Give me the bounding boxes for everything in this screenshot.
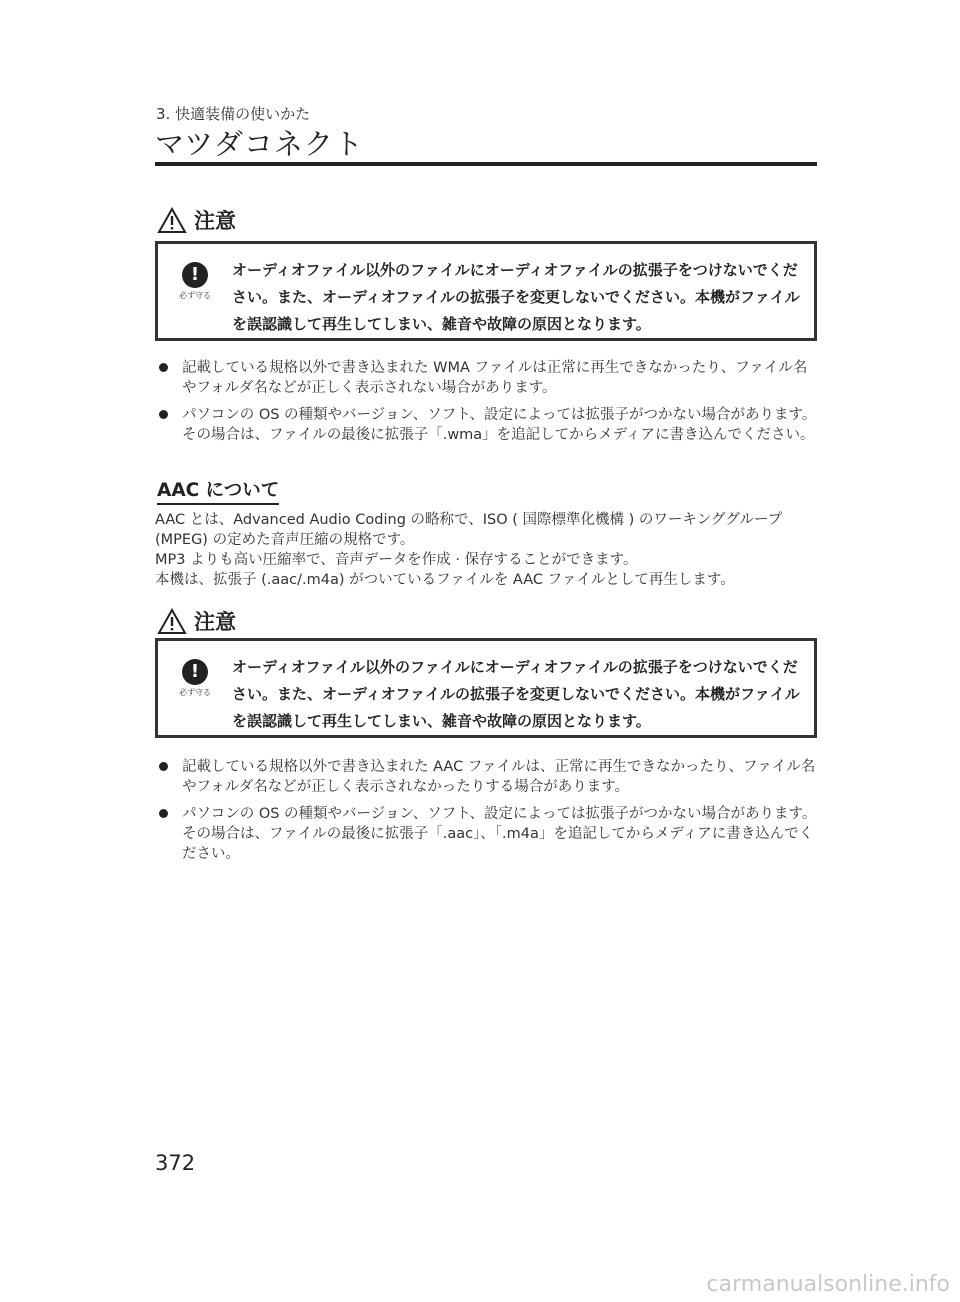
- caution-label: 注意: [194, 610, 236, 634]
- page-title: マツダコネクト: [155, 127, 364, 161]
- bullet-icon: [159, 363, 168, 372]
- caution-heading: [157, 205, 236, 235]
- bullet-icon: [159, 762, 168, 771]
- wma-notes: [157, 358, 817, 452]
- caution-heading: [157, 606, 236, 636]
- list-item: 記載している規格以外で書き込まれた AAC ファイルは、正常に再生できなかったり、ファイル名やフォルダ名などが正しく表示されなかったりする場合があります。: [157, 757, 817, 797]
- paragraph-line: MP3 よりも高い圧縮率で、音声データを作成 · 保存することができます。: [155, 552, 638, 568]
- caution-text: オーディオファイル以外のファイルにオーディオファイルの拡張子をつけないでください。また、オーディオファイルの拡張子を変更しないでください。本機がファイルを誤認識して再生してしまい、雑音や故障の原因となります。: [232, 261, 800, 333]
- paragraph-line: AAC とは、Advanced Audio Coding の略称で、ISO ( 国際標準化機構 ) のワーキンググループ (MPEG) の定めた音声圧縮の規格です。: [155, 512, 783, 548]
- title-divider: [155, 162, 817, 166]
- caution-label: 注意: [194, 209, 236, 233]
- must-follow-icon: ! 必ず守る: [175, 262, 215, 301]
- list-item: 記載している規格以外で書き込まれた WMA ファイルは正常に再生できなかったり、ファイル名やフォルダ名などが正しく表示されない場合があります。: [157, 358, 817, 398]
- bullet-icon: [159, 410, 168, 419]
- caution-box: [155, 241, 817, 341]
- caution-text: オーディオファイル以外のファイルにオーディオファイルの拡張子をつけないでください。また、オーディオファイルの拡張子を変更しないでください。本機がファイルを誤認識して再生してしまい、雑音や故障の原因となります。: [232, 658, 800, 730]
- aac-notes: [157, 757, 817, 871]
- caution-box: [155, 638, 817, 738]
- list-item: パソコンの OS の種類やバージョン、ソフト、設定によっては拡張子がつかない場合があります。その場合は、ファイルの最後に拡張子「.aac」、「.m4a」を追記してからメディアに書き込んでください。: [157, 804, 817, 864]
- must-follow-label: 必ず守る: [179, 688, 211, 697]
- warning-triangle-icon: [157, 608, 187, 635]
- page-number: 372: [155, 1151, 196, 1175]
- must-follow-icon: ! 必ず守る: [175, 659, 215, 698]
- list-item: パソコンの OS の種類やバージョン、ソフト、設定によっては拡張子がつかない場合があります。その場合は、ファイルの最後に拡張子「.wma」を追記してからメディアに書き込んでください。: [157, 405, 817, 445]
- watermark: carmanualsonline.info: [706, 1272, 950, 1297]
- warning-triangle-icon: [157, 207, 187, 234]
- must-follow-label: 必ず守る: [179, 291, 211, 300]
- aac-description: [155, 510, 820, 590]
- paragraph-line: 本機は、拡張子 (.aac/.m4a) がついているファイルを AAC ファイルとして再生します。: [155, 572, 735, 588]
- bullet-icon: [159, 809, 168, 818]
- section-heading-aac: AAC について: [157, 479, 279, 505]
- breadcrumb: 3. 快適装備の使いかた: [156, 105, 311, 123]
